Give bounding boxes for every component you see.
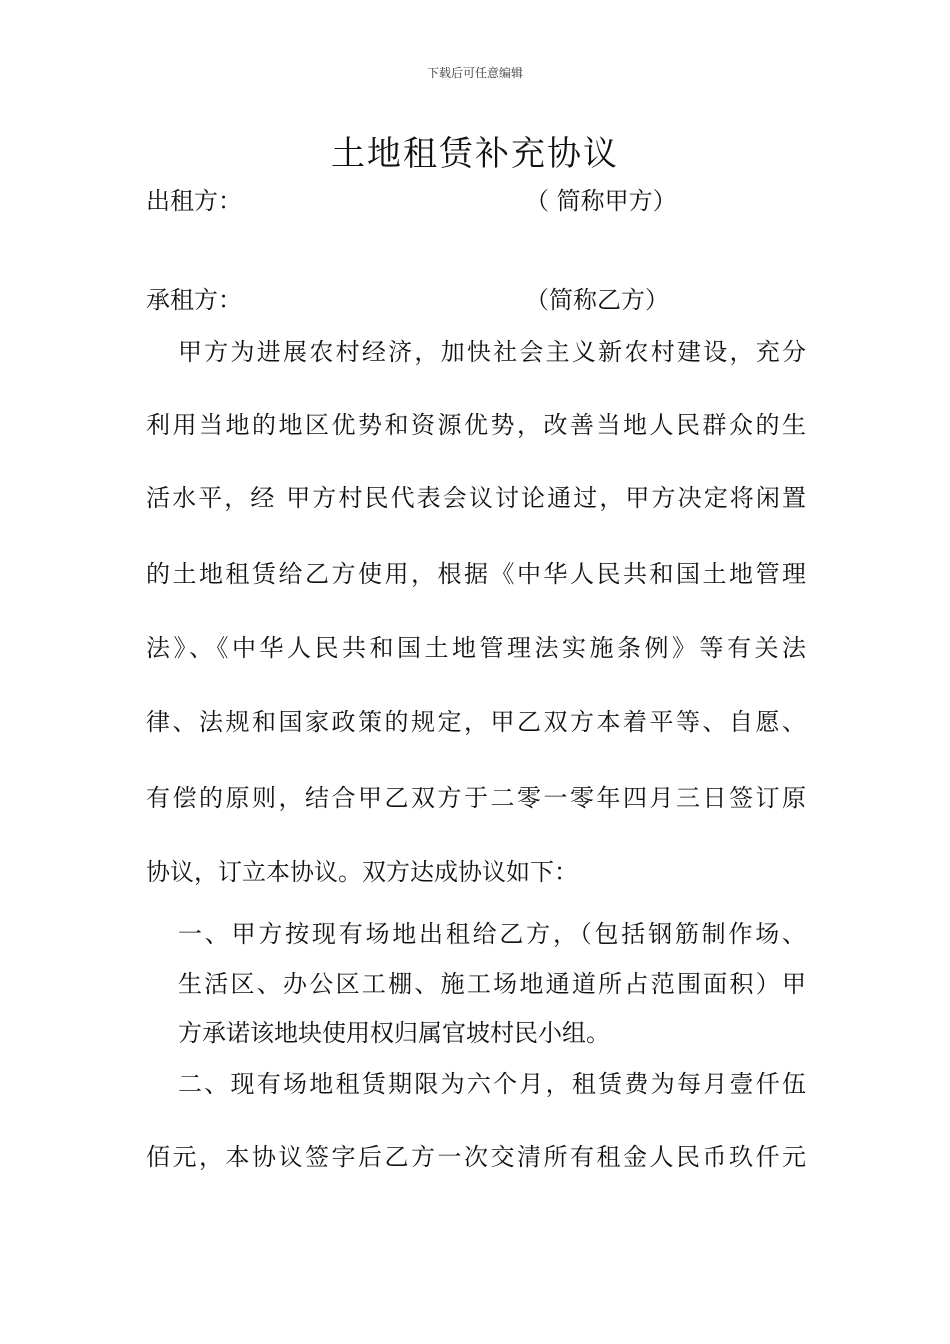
preamble-line: 利用当地的地区优势和资源优势，改善当地人民群众的生 (146, 411, 806, 439)
preamble-line: 有偿的原则，结合甲乙双方于二零一零年四月三日签订原 (146, 784, 806, 812)
clause-1-line: 生活区、办公区工棚、施工场地通道所占范围面积）甲 (178, 970, 806, 998)
lessor-note: （ 简称甲方） (525, 187, 677, 215)
document-title: 土地租赁补充协议 (331, 134, 619, 174)
clause-1-line: 方承诺该地块使用权归属官坡村民小组。 (178, 1019, 610, 1047)
header-note: 下载后可任意编辑 (426, 66, 523, 80)
preamble-line: 律、法规和国家政策的规定，甲乙双方本着平等、自愿、 (146, 708, 806, 736)
preamble-line: 的土地租赁给乙方使用，根据《中华人民共和国土地管理 (146, 560, 806, 588)
lessee-label: 承租方： (146, 286, 242, 314)
lessor-label: 出租方： (146, 187, 242, 215)
clause-2-line: 佰元，本协议签字后乙方一次交清所有租金人民币玖仟元 (146, 1143, 806, 1171)
preamble-line: 甲方为进展农村经济，加快社会主义新农村建设，充分 (178, 338, 806, 366)
clause-1-line: 一、甲方按现有场地出租给乙方，（包括钢筋制作场、 (178, 920, 806, 948)
preamble-line: 协议，订立本协议。双方达成协议如下： (146, 858, 578, 886)
preamble-line: 法》、《中华人民共和国土地管理法实施条例》等有关法 (146, 634, 806, 662)
preamble-line: 活水平，经 甲方村民代表会议讨论通过，甲方决定将闲置 (146, 484, 806, 512)
lessee-note: （简称乙方） (525, 286, 669, 314)
clause-2-line: 二、现有场地租赁期限为六个月，租赁费为每月壹仟伍 (178, 1070, 806, 1098)
